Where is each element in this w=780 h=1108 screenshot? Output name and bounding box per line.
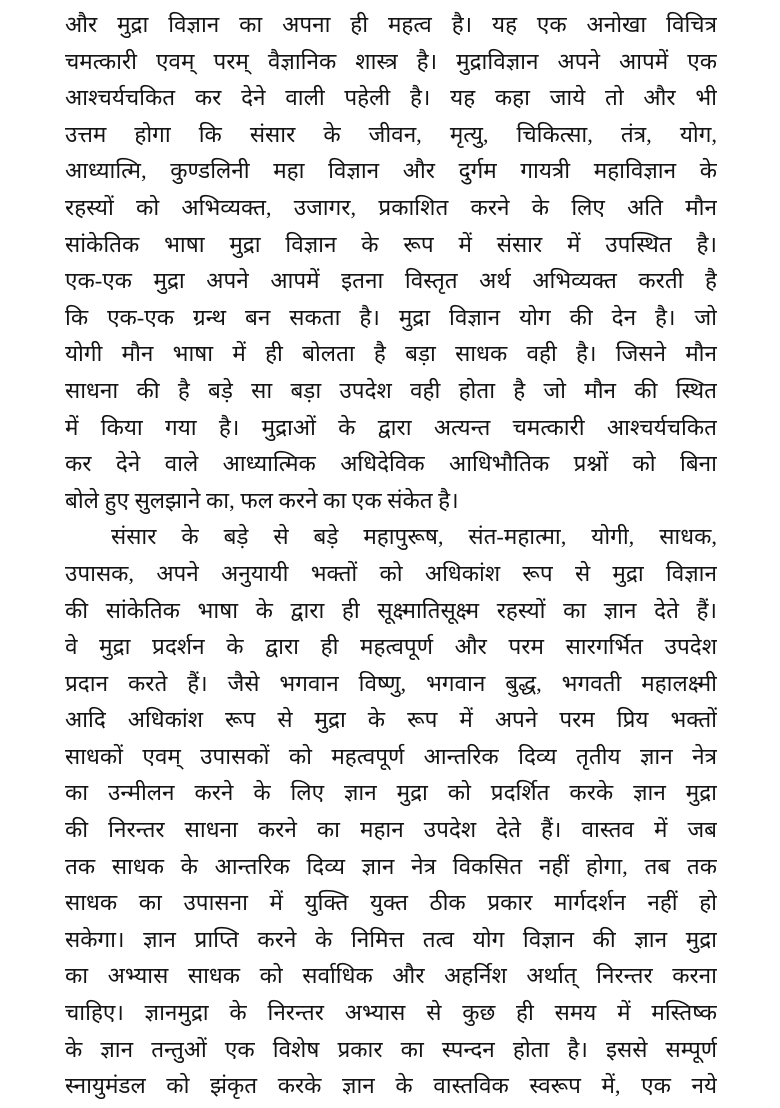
text-line: स्नायुमंडल को झंकृत करके ज्ञान के वास्तविक स्वरूप में, एक नये — [65, 1073, 717, 1099]
text-line: कर देने वाले आध्यात्मिक अधिदेविक आधिभौतिक प्रश्नों को बिना — [65, 451, 717, 477]
text-line: सकेगा। ज्ञान प्राप्ति करने के निमित्त तत्व योग विज्ञान की ज्ञान मुद्रा — [65, 926, 717, 952]
text-line: योगी मौन भाषा में ही बोलता है बड़ा साधक वही है। जिसने मौन — [65, 341, 717, 367]
text-line: तक साधक के आन्तरिक दिव्य ज्ञान नेत्र विकसित नहीं होगा, तब तक — [65, 853, 717, 879]
text-line: साधना की है बड़े सा बड़ा उपदेश वही होता है जो मौन की स्थित — [65, 377, 717, 403]
text-line: की सांकेतिक भाषा के द्वारा ही सूक्ष्मातिसूक्ष्म रहस्यों का ज्ञान देते हैं। — [65, 597, 717, 623]
paragraph-1 — [65, 7, 717, 519]
text-line: का अभ्यास साधक को सर्वाधिक और अहर्निश अर्थात् निरन्तर करना — [65, 963, 717, 989]
text-line: चाहिए। ज्ञानमुद्रा के निरन्तर अभ्यास से कुछ ही समय में मस्तिष्क — [65, 1000, 717, 1026]
text-line: बोले हुए सुलझाने का, फल करने का एक संकेत है। — [65, 487, 459, 513]
text-line: के ज्ञान तन्तुओं एक विशेष प्रकार का स्पन्दन होता है। इससे सम्पूर्ण — [65, 1036, 717, 1062]
text-line: चमत्कारी एवम् परम् वैज्ञानिक शास्त्र है। मुद्राविज्ञान अपने आपमें एक — [65, 48, 717, 74]
paragraph-2 — [65, 519, 717, 1105]
text-line: उत्तम होगा कि संसार के जीवन, मृत्यु, चिकित्सा, तंत्र, योग, — [65, 121, 717, 147]
text-line: उपासक, अपने अनुयायी भक्तों को अधिकांश रूप से मुद्रा विज्ञान — [65, 560, 717, 586]
text-line: कि एक-एक ग्रन्थ बन सकता है। मुद्रा विज्ञान योग की देन है। जो — [65, 304, 717, 330]
text-line: में किया गया है। मुद्राओं के द्वारा अत्यन्त चमत्कारी आश्चर्यचकित — [65, 414, 717, 440]
text-line: संसार के बड़े से बड़े महापुरूष, संत-महात्मा, योगी, साधक, — [111, 524, 717, 550]
text-line: आध्यात्मि, कुण्डलिनी महा विज्ञान और दुर्गम गायत्री महाविज्ञान के — [65, 158, 717, 184]
text-line: वे मुद्रा प्रदर्शन के द्वारा ही महत्वपूर्ण और परम सारगर्भित उपदेश — [65, 634, 717, 660]
text-line: रहस्यों को अभिव्यक्त, उजागर, प्रकाशित करने के लिए अति मौन — [65, 194, 717, 220]
text-line: और मुद्रा विज्ञान का अपना ही महत्व है। यह एक अनोखा विचित्र — [65, 12, 717, 37]
text-line: सांकेतिक भाषा मुद्रा विज्ञान के रूप में संसार में उपस्थित है। — [65, 231, 717, 257]
text-line: एक-एक मुद्रा अपने आपमें इतना विस्तृत अर्थ अभिव्यक्त करती है — [65, 268, 717, 294]
text-line: की निरन्तर साधना करने का महान उपदेश देते हैं। वास्तव में जब — [65, 817, 717, 843]
text-line: साधकों एवम् उपासकों को महत्वपूर्ण आन्तरिक दिव्य तृतीय ज्ञान नेत्र — [65, 743, 717, 769]
text-line: का उन्मीलन करने के लिए ज्ञान मुद्रा को प्रदर्शित करके ज्ञान मुद्रा — [65, 780, 717, 806]
text-line: साधक का उपासना में युक्ति युक्त ठीक प्रकार मार्गदर्शन नहीं हो — [65, 890, 717, 916]
text-line: आदि अधिकांश रूप से मुद्रा के रूप में अपने परम प्रिय भक्तों — [65, 707, 717, 733]
text-line: आश्चर्यचकित कर देने वाली पहेली है। यह कहा जाये तो और भी — [65, 85, 717, 111]
text-block — [65, 7, 717, 1105]
text-line: प्रदान करते हैं। जैसे भगवान विष्णु, भगवान बुद्ध, भगवती महालक्ष्मी — [65, 670, 717, 696]
